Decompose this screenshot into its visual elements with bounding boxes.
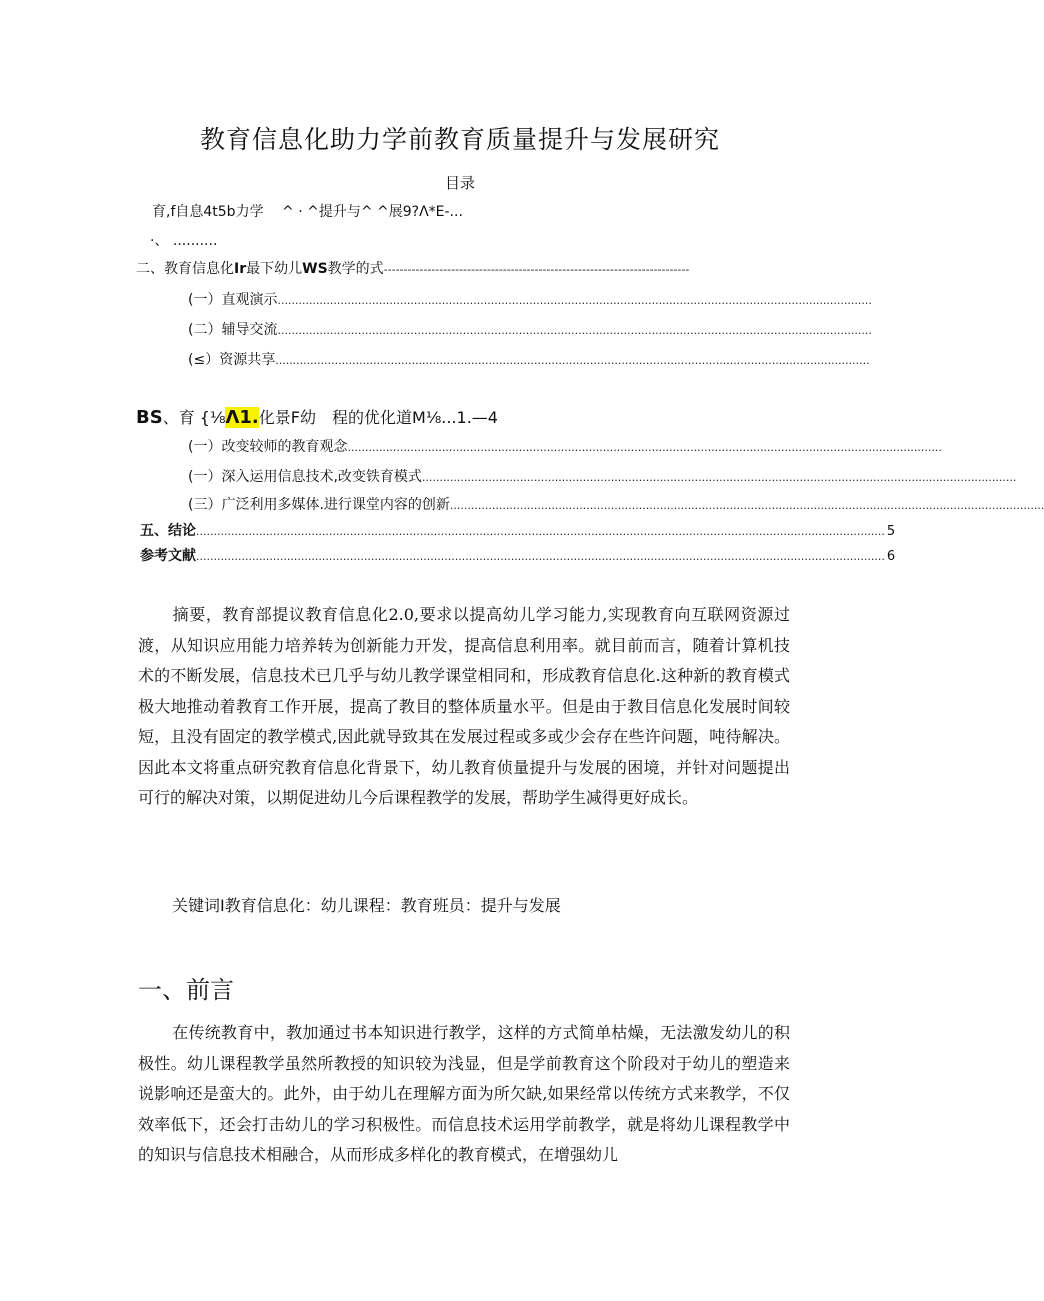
toc-sub-entry-4-label: (一）改变较师的教育观念 [188,439,348,455]
toc-entry-4-text-a: BS [136,407,163,428]
toc-sub-entry-3-leader: .......................................................................................................................................................................... [275,354,870,367]
toc-entry-6-leader: ..................................................................................................................................................................................................... [196,550,885,563]
toc-entry-4[interactable] [136,405,556,428]
toc-entry-5[interactable] [140,520,896,540]
toc-sub-entry-6-label: (三）广泛利用多媒体.进行课堂内容的创新 [188,497,450,513]
section-1-paragraph [138,1018,790,1171]
toc-entry-3-text-c: 最下幼儿 [246,261,303,277]
toc-sub-entry-6-leader: .......................................................................................................................................................................... [449,499,1044,512]
toc-sub-entry-1-label: (一）直观演示 [188,292,278,308]
toc-entry-4-highlight: Λ1. [225,407,259,428]
toc-entry-4-text-c: 化景F幼 程的优化道M⅛...1.—4 [258,408,498,427]
toc-entry-3-text-b: Ir [234,261,247,277]
toc-sub-entry-4-leader: .......................................................................................................................................................................... [347,441,942,454]
toc-heading: 目录 [444,174,475,192]
toc-entry-2[interactable] [150,230,270,250]
toc-entry-3-text-a: 二、教育信息化 [136,261,234,277]
section-1-text: 在传统教育中，教加通过书本知识进行教学，这样的方式简单枯燥，无法激发幼儿的积极性。幼儿课程教学虽然所教授的知识较为浅显，但是学前教育这个阶段对于幼儿的塑造来说影响还是蛮大的。此外，由于幼儿在理解方面为所欠缺,如果经常以传统方式来教学，不仅效率低下，还会打击幼儿的学习积极性。而信息技术运用学前教学，就是将幼儿课程教学中的知识与信息技术相融合，从而形成多样化的教育模式，在增强幼儿 [138,1023,790,1164]
toc-sub-entry-2-leader: .......................................................................................................................................................................... [277,324,872,337]
toc-sub-entry-2[interactable] [188,319,872,339]
toc-sub-entry-3-label: (≤）资源共享 [188,352,276,368]
toc-entry-5-leader: ..................................................................................................................................................................................................... [196,525,885,538]
toc-sub-entry-3[interactable] [188,349,870,369]
toc-entry-2-label: ·、 .......... [150,233,218,249]
toc-entry-3[interactable] [136,258,768,278]
toc-sub-entry-1-leader: .......................................................................................................................................................................... [277,294,872,307]
toc-sub-entry-4[interactable] [188,436,942,456]
toc-entry-4-text-b: 、育 {⅛ [162,408,226,427]
toc-entry-1[interactable] [152,201,552,221]
toc-entry-6-page: 6 [886,549,896,564]
toc-entry-1-label: 育,f自息4t5b力学 ^ · ^提升与^ ^展9?Λ*E-... [152,204,463,220]
abstract-paragraph [138,600,790,814]
toc-sub-entry-1[interactable] [188,289,872,309]
document-title: 教育信息化助力学前教育质量提升与发展研究 [199,125,720,154]
toc-entry-6-label: 参考文献 [140,548,196,564]
keywords-line: 关键词I教育信息化：幼儿课程：教育班员：提升与发展 [172,896,561,915]
toc-entry-4-label [136,405,498,428]
toc-sub-entry-5-leader: .......................................................................................................................................................................... [421,471,1017,484]
toc-sub-entry-2-label: (二）辅导交流 [188,322,278,338]
section-1-heading: 一、前言 [138,976,234,1004]
toc-entry-5-label: 五、结论 [140,523,196,539]
abstract-text: 摘要，教育部提议教育信息化2.0,要求以提高幼儿学习能力,实现教育向互联网资源过渡，从知识应用能力培养转为创新能力开发，提高信息利用率。就目前而言，随着计算机技术的不断发展，信息技术已几乎与幼儿教学课堂相同和，形成教育信息化.这种新的教育模式极大地推动着教育工作开展，提高了教目的整体质量水平。但是由于教目信息化发展时间较短，且没有固定的教学模式,因此就导致其在发展过程或多或少会存在些许问题，吨待解决。因此本文将重点研究教育信息化背景下，幼儿教育侦量提升与发展的困境，并针对问题提出可行的解决对策，以期促进幼儿今后课程教学的发展，帮助学生减得更好成长。 [138,605,790,807]
toc-entry-3-label [136,258,384,278]
toc-entry-6[interactable] [140,545,896,565]
toc-entry-3-text-d: WS [302,261,328,277]
toc-entry-5-page: 5 [886,524,896,539]
toc-entry-3-leader: ----------------------------------------------------------------------------- [383,263,690,276]
toc-sub-entry-6[interactable] [188,494,1044,514]
toc-sub-entry-5-label: (一）深入运用信息技术,改变铁育模式 [188,469,422,485]
toc-entry-3-text-e: 教学的式 [327,261,384,277]
toc-sub-entry-5[interactable] [188,466,1017,486]
